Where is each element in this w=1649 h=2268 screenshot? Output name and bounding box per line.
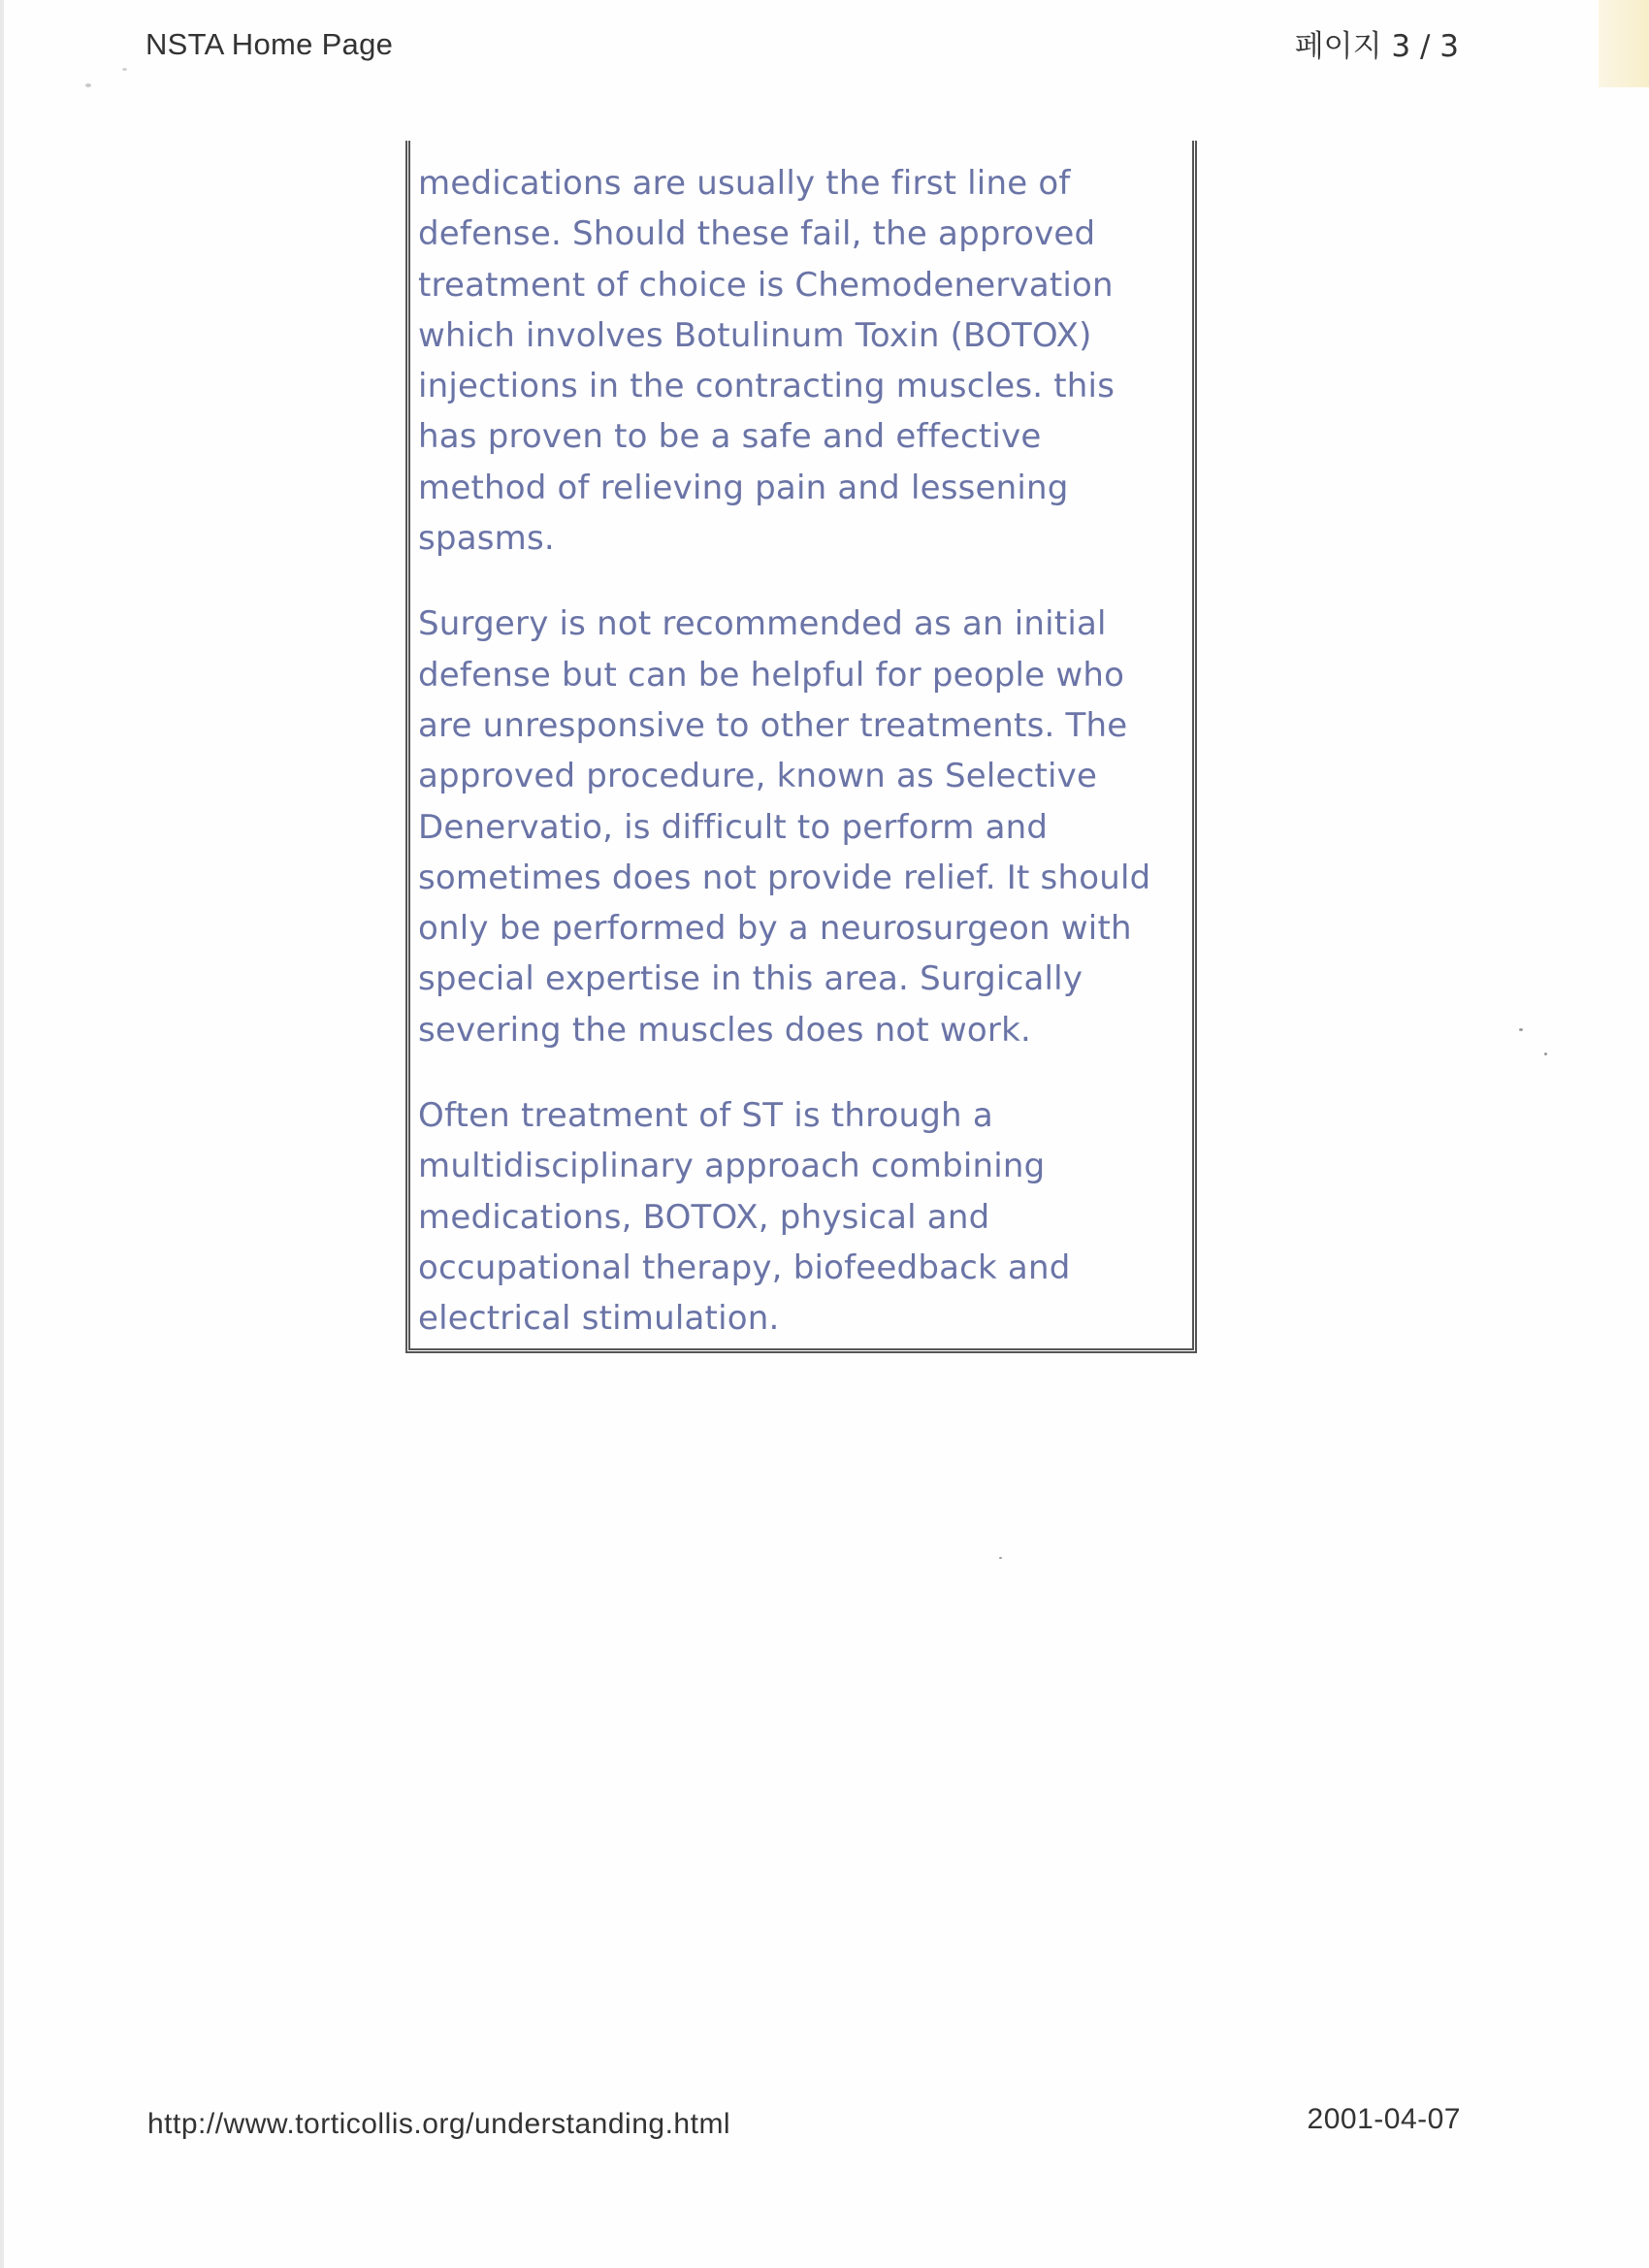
- scan-edge-right: [1599, 0, 1649, 87]
- footer-url: http://www.torticollis.org/understanding.html: [147, 2108, 731, 2140]
- paragraph-surgery: Surgery is not recommended as an initial defense but can be helpful for people who are unresponsive to other treatments. The approved procedure, known as Selective Denervatio, is difficult to perform and sometimes does not provide relief. It should only be performed by a neurosurgeon with special expertise in this area. Surgically severing the muscles does not work.: [418, 604, 1151, 1050]
- article-text-box: [405, 141, 1197, 1353]
- scan-edge-left: [0, 0, 4, 2268]
- page-header-title: NSTA Home Page: [146, 27, 394, 61]
- footer-date: 2001-04-07: [1307, 2103, 1461, 2135]
- scan-speck: [999, 1557, 1002, 1559]
- paragraph-medications: medications are usually the first line of defense. Should these fail, the approved treatment of choice is Chemodenervation which involves Botulinum Toxin (BOTOX) injections in the contracting muscles. this has proven to be a safe and effective method of relieving pain and lessening spasms.: [418, 164, 1116, 559]
- scan-speck: [1519, 1028, 1523, 1031]
- scan-speck: [122, 68, 127, 71]
- paragraph-multidisciplinary: Often treatment of ST is through a multidisciplinary approach combining medications, BOTOX, physical and occupational therapy, biofeedback and electrical stimulation.: [418, 1096, 1071, 1339]
- article-body: [418, 158, 1184, 1379]
- page-number-indicator: 페이지 3 / 3: [1294, 29, 1459, 64]
- scan-speck: [1544, 1053, 1547, 1055]
- scan-speck: [85, 83, 91, 87]
